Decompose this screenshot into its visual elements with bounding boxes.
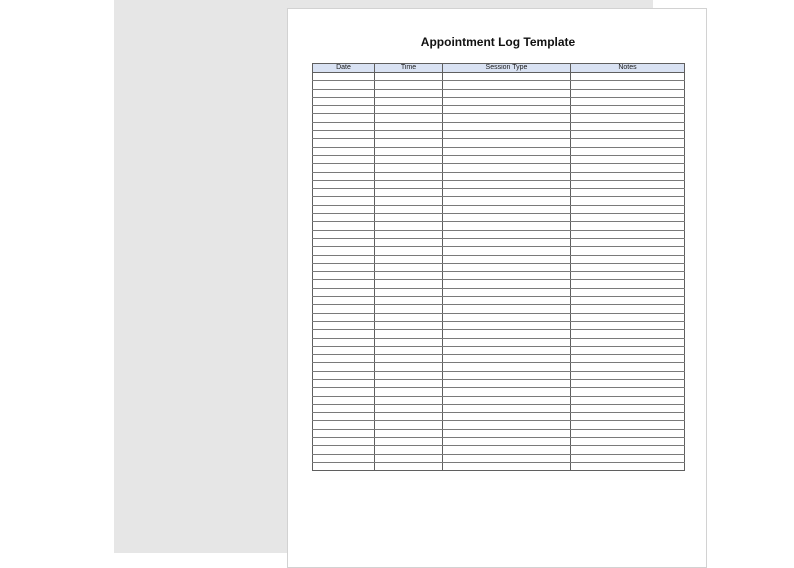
table-cell-session-type[interactable] xyxy=(443,379,571,387)
table-cell-session-type[interactable] xyxy=(443,446,571,454)
table-row xyxy=(313,338,685,346)
table-cell-date[interactable] xyxy=(313,396,375,404)
table-cell-notes[interactable] xyxy=(571,147,685,155)
table-cell-session-type[interactable] xyxy=(443,172,571,180)
document-page xyxy=(287,8,707,568)
table-cell-time[interactable] xyxy=(375,280,443,288)
table-row xyxy=(313,81,685,89)
table-cell-session-type[interactable] xyxy=(443,89,571,97)
table-cell-notes[interactable] xyxy=(571,122,685,130)
table-cell-session-type[interactable] xyxy=(443,205,571,213)
table-cell-date[interactable] xyxy=(313,81,375,89)
table-cell-time[interactable] xyxy=(375,222,443,230)
table-cell-time[interactable] xyxy=(375,97,443,105)
table-cell-time[interactable] xyxy=(375,413,443,421)
table-cell-time[interactable] xyxy=(375,139,443,147)
table-cell-session-type[interactable] xyxy=(443,280,571,288)
table-cell-time[interactable] xyxy=(375,330,443,338)
table-cell-date[interactable] xyxy=(313,172,375,180)
table-cell-time[interactable] xyxy=(375,122,443,130)
table-cell-date[interactable] xyxy=(313,388,375,396)
table-header-row xyxy=(313,64,685,73)
table-cell-date[interactable] xyxy=(313,280,375,288)
table-row xyxy=(313,172,685,180)
table-cell-time[interactable] xyxy=(375,172,443,180)
table-cell-notes[interactable] xyxy=(571,396,685,404)
table-cell-session-type[interactable] xyxy=(443,222,571,230)
table-cell-date[interactable] xyxy=(313,214,375,222)
table-row xyxy=(313,371,685,379)
table-cell-time[interactable] xyxy=(375,197,443,205)
table-row xyxy=(313,214,685,222)
table-cell-date[interactable] xyxy=(313,139,375,147)
table-row xyxy=(313,404,685,412)
table-cell-date[interactable] xyxy=(313,147,375,155)
table-cell-notes[interactable] xyxy=(571,114,685,122)
table-cell-session-type[interactable] xyxy=(443,396,571,404)
table-cell-time[interactable] xyxy=(375,73,443,81)
table-cell-date[interactable] xyxy=(313,247,375,255)
table-cell-notes[interactable] xyxy=(571,155,685,163)
table-cell-notes[interactable] xyxy=(571,247,685,255)
table-row xyxy=(313,155,685,163)
table-cell-time[interactable] xyxy=(375,321,443,329)
table-cell-notes[interactable] xyxy=(571,297,685,305)
table-cell-date[interactable] xyxy=(313,429,375,437)
table-cell-notes[interactable] xyxy=(571,438,685,446)
table-cell-time[interactable] xyxy=(375,230,443,238)
table-cell-session-type[interactable] xyxy=(443,288,571,296)
table-row xyxy=(313,313,685,321)
table-cell-notes[interactable] xyxy=(571,255,685,263)
table-row xyxy=(313,147,685,155)
table-cell-session-type[interactable] xyxy=(443,363,571,371)
table-cell-session-type[interactable] xyxy=(443,371,571,379)
table-row xyxy=(313,330,685,338)
table-cell-time[interactable] xyxy=(375,462,443,470)
table-cell-time[interactable] xyxy=(375,396,443,404)
table-row xyxy=(313,446,685,454)
table-row xyxy=(313,462,685,470)
table-cell-notes[interactable] xyxy=(571,238,685,246)
table-row xyxy=(313,388,685,396)
table-cell-date[interactable] xyxy=(313,421,375,429)
table-cell-notes[interactable] xyxy=(571,429,685,437)
table-cell-notes[interactable] xyxy=(571,413,685,421)
table-cell-date[interactable] xyxy=(313,288,375,296)
table-cell-time[interactable] xyxy=(375,263,443,271)
table-cell-session-type[interactable] xyxy=(443,106,571,114)
table-cell-date[interactable] xyxy=(313,238,375,246)
table-row xyxy=(313,222,685,230)
table-cell-session-type[interactable] xyxy=(443,330,571,338)
table-row xyxy=(313,255,685,263)
table-cell-session-type[interactable] xyxy=(443,114,571,122)
table-cell-notes[interactable] xyxy=(571,305,685,313)
table-cell-date[interactable] xyxy=(313,89,375,97)
table-cell-date[interactable] xyxy=(313,131,375,139)
table-cell-date[interactable] xyxy=(313,404,375,412)
table-cell-date[interactable] xyxy=(313,272,375,280)
table-row xyxy=(313,97,685,105)
table-row xyxy=(313,238,685,246)
table-cell-notes[interactable] xyxy=(571,106,685,114)
table-cell-notes[interactable] xyxy=(571,172,685,180)
table-row xyxy=(313,272,685,280)
table-row xyxy=(313,421,685,429)
table-cell-date[interactable] xyxy=(313,346,375,354)
table-cell-session-type[interactable] xyxy=(443,189,571,197)
table-cell-session-type[interactable] xyxy=(443,272,571,280)
table-cell-time[interactable] xyxy=(375,155,443,163)
document-viewer-background xyxy=(114,0,653,553)
table-cell-time[interactable] xyxy=(375,114,443,122)
table-cell-time[interactable] xyxy=(375,164,443,172)
table-cell-date[interactable] xyxy=(313,222,375,230)
table-row xyxy=(313,180,685,188)
table-cell-time[interactable] xyxy=(375,272,443,280)
table-row xyxy=(313,73,685,81)
table-cell-notes[interactable] xyxy=(571,355,685,363)
table-cell-time[interactable] xyxy=(375,371,443,379)
table-cell-session-type[interactable] xyxy=(443,355,571,363)
table-cell-date[interactable] xyxy=(313,454,375,462)
table-cell-session-type[interactable] xyxy=(443,438,571,446)
table-cell-notes[interactable] xyxy=(571,446,685,454)
table-row xyxy=(313,89,685,97)
table-cell-notes[interactable] xyxy=(571,97,685,105)
table-row xyxy=(313,122,685,130)
table-cell-session-type[interactable] xyxy=(443,413,571,421)
table-cell-session-type[interactable] xyxy=(443,313,571,321)
table-cell-date[interactable] xyxy=(313,97,375,105)
table-cell-session-type[interactable] xyxy=(443,164,571,172)
table-cell-date[interactable] xyxy=(313,189,375,197)
table-cell-session-type[interactable] xyxy=(443,321,571,329)
table-cell-date[interactable] xyxy=(313,230,375,238)
table-cell-notes[interactable] xyxy=(571,131,685,139)
table-cell-notes[interactable] xyxy=(571,205,685,213)
table-row xyxy=(313,413,685,421)
table-cell-session-type[interactable] xyxy=(443,180,571,188)
table-cell-time[interactable] xyxy=(375,438,443,446)
table-cell-date[interactable] xyxy=(313,313,375,321)
table-cell-time[interactable] xyxy=(375,255,443,263)
table-cell-session-type[interactable] xyxy=(443,429,571,437)
table-cell-session-type[interactable] xyxy=(443,421,571,429)
table-cell-time[interactable] xyxy=(375,297,443,305)
table-cell-notes[interactable] xyxy=(571,313,685,321)
table-cell-date[interactable] xyxy=(313,106,375,114)
table-cell-notes[interactable] xyxy=(571,379,685,387)
table-cell-date[interactable] xyxy=(313,255,375,263)
table-cell-time[interactable] xyxy=(375,346,443,354)
table-cell-notes[interactable] xyxy=(571,189,685,197)
table-row xyxy=(313,288,685,296)
table-row xyxy=(313,205,685,213)
table-cell-session-type[interactable] xyxy=(443,388,571,396)
table-row xyxy=(313,355,685,363)
table-cell-time[interactable] xyxy=(375,205,443,213)
table-cell-session-type[interactable] xyxy=(443,454,571,462)
table-cell-date[interactable] xyxy=(313,305,375,313)
table-row xyxy=(313,297,685,305)
table-cell-notes[interactable] xyxy=(571,230,685,238)
table-cell-time[interactable] xyxy=(375,81,443,89)
table-cell-notes[interactable] xyxy=(571,164,685,172)
table-cell-session-type[interactable] xyxy=(443,155,571,163)
table-row xyxy=(313,346,685,354)
table-cell-notes[interactable] xyxy=(571,421,685,429)
table-cell-session-type[interactable] xyxy=(443,338,571,346)
table-cell-time[interactable] xyxy=(375,363,443,371)
table-cell-notes[interactable] xyxy=(571,197,685,205)
table-cell-notes[interactable] xyxy=(571,139,685,147)
table-row xyxy=(313,114,685,122)
table-cell-session-type[interactable] xyxy=(443,147,571,155)
table-cell-time[interactable] xyxy=(375,313,443,321)
column-header-notes: Notes xyxy=(571,64,685,73)
table-cell-time[interactable] xyxy=(375,247,443,255)
table-cell-date[interactable] xyxy=(313,297,375,305)
table-cell-notes[interactable] xyxy=(571,222,685,230)
table-cell-session-type[interactable] xyxy=(443,230,571,238)
table-cell-notes[interactable] xyxy=(571,388,685,396)
table-row xyxy=(313,280,685,288)
table-cell-date[interactable] xyxy=(313,122,375,130)
column-header-time: Time xyxy=(375,64,443,73)
table-cell-notes[interactable] xyxy=(571,81,685,89)
table-cell-notes[interactable] xyxy=(571,263,685,271)
table-cell-time[interactable] xyxy=(375,238,443,246)
table-cell-session-type[interactable] xyxy=(443,297,571,305)
table-cell-date[interactable] xyxy=(313,413,375,421)
table-cell-session-type[interactable] xyxy=(443,346,571,354)
table-row xyxy=(313,263,685,271)
table-cell-notes[interactable] xyxy=(571,214,685,222)
table-cell-session-type[interactable] xyxy=(443,97,571,105)
table-cell-time[interactable] xyxy=(375,131,443,139)
table-cell-time[interactable] xyxy=(375,388,443,396)
table-cell-notes[interactable] xyxy=(571,338,685,346)
table-cell-time[interactable] xyxy=(375,429,443,437)
appointment-log-table xyxy=(312,63,685,471)
table-cell-notes[interactable] xyxy=(571,272,685,280)
table-cell-date[interactable] xyxy=(313,355,375,363)
table-row xyxy=(313,247,685,255)
table-cell-session-type[interactable] xyxy=(443,255,571,263)
table-cell-date[interactable] xyxy=(313,155,375,163)
table-cell-date[interactable] xyxy=(313,338,375,346)
table-cell-date[interactable] xyxy=(313,73,375,81)
table-cell-notes[interactable] xyxy=(571,462,685,470)
table-cell-time[interactable] xyxy=(375,404,443,412)
table-cell-time[interactable] xyxy=(375,189,443,197)
table-cell-notes[interactable] xyxy=(571,288,685,296)
table-cell-session-type[interactable] xyxy=(443,404,571,412)
table-row xyxy=(313,139,685,147)
table-cell-session-type[interactable] xyxy=(443,462,571,470)
table-cell-time[interactable] xyxy=(375,338,443,346)
table-row xyxy=(313,363,685,371)
table-cell-date[interactable] xyxy=(313,446,375,454)
table-cell-notes[interactable] xyxy=(571,371,685,379)
table-row xyxy=(313,379,685,387)
table-cell-notes[interactable] xyxy=(571,280,685,288)
table-cell-notes[interactable] xyxy=(571,404,685,412)
table-cell-session-type[interactable] xyxy=(443,197,571,205)
table-cell-session-type[interactable] xyxy=(443,305,571,313)
table-cell-notes[interactable] xyxy=(571,73,685,81)
table-cell-time[interactable] xyxy=(375,147,443,155)
table-cell-date[interactable] xyxy=(313,164,375,172)
table-cell-time[interactable] xyxy=(375,89,443,97)
table-cell-date[interactable] xyxy=(313,462,375,470)
table-row xyxy=(313,438,685,446)
table-row xyxy=(313,106,685,114)
column-header-session-type: Session Type xyxy=(443,64,571,73)
table-cell-date[interactable] xyxy=(313,438,375,446)
table-row xyxy=(313,396,685,404)
table-cell-session-type[interactable] xyxy=(443,139,571,147)
table-cell-session-type[interactable] xyxy=(443,238,571,246)
table-body xyxy=(313,73,685,471)
table-row xyxy=(313,197,685,205)
table-cell-session-type[interactable] xyxy=(443,122,571,130)
table-cell-time[interactable] xyxy=(375,288,443,296)
table-cell-session-type[interactable] xyxy=(443,131,571,139)
table-cell-date[interactable] xyxy=(313,263,375,271)
table-cell-notes[interactable] xyxy=(571,346,685,354)
table-cell-time[interactable] xyxy=(375,180,443,188)
table-cell-session-type[interactable] xyxy=(443,247,571,255)
table-cell-session-type[interactable] xyxy=(443,73,571,81)
table-cell-date[interactable] xyxy=(313,197,375,205)
table-row xyxy=(313,454,685,462)
table-cell-notes[interactable] xyxy=(571,180,685,188)
table-cell-session-type[interactable] xyxy=(443,214,571,222)
table-row xyxy=(313,164,685,172)
table-cell-date[interactable] xyxy=(313,205,375,213)
table-cell-session-type[interactable] xyxy=(443,81,571,89)
table-row xyxy=(313,189,685,197)
table-cell-time[interactable] xyxy=(375,214,443,222)
column-header-date: Date xyxy=(313,64,375,73)
table-cell-time[interactable] xyxy=(375,421,443,429)
table-cell-time[interactable] xyxy=(375,355,443,363)
table-cell-time[interactable] xyxy=(375,106,443,114)
table-cell-date[interactable] xyxy=(313,330,375,338)
table-cell-session-type[interactable] xyxy=(443,263,571,271)
table-cell-date[interactable] xyxy=(313,321,375,329)
document-title: Appointment Log Template xyxy=(420,35,576,49)
table-cell-notes[interactable] xyxy=(571,89,685,97)
table-row xyxy=(313,321,685,329)
table-cell-time[interactable] xyxy=(375,454,443,462)
table-cell-date[interactable] xyxy=(313,363,375,371)
table-cell-time[interactable] xyxy=(375,379,443,387)
table-cell-date[interactable] xyxy=(313,180,375,188)
table-row xyxy=(313,429,685,437)
table-cell-date[interactable] xyxy=(313,379,375,387)
table-row xyxy=(313,131,685,139)
table-cell-date[interactable] xyxy=(313,114,375,122)
table-cell-time[interactable] xyxy=(375,446,443,454)
table-cell-notes[interactable] xyxy=(571,321,685,329)
table-cell-time[interactable] xyxy=(375,305,443,313)
table-cell-notes[interactable] xyxy=(571,363,685,371)
table-cell-notes[interactable] xyxy=(571,454,685,462)
table-row xyxy=(313,230,685,238)
table-row xyxy=(313,305,685,313)
table-cell-notes[interactable] xyxy=(571,330,685,338)
table-cell-date[interactable] xyxy=(313,371,375,379)
